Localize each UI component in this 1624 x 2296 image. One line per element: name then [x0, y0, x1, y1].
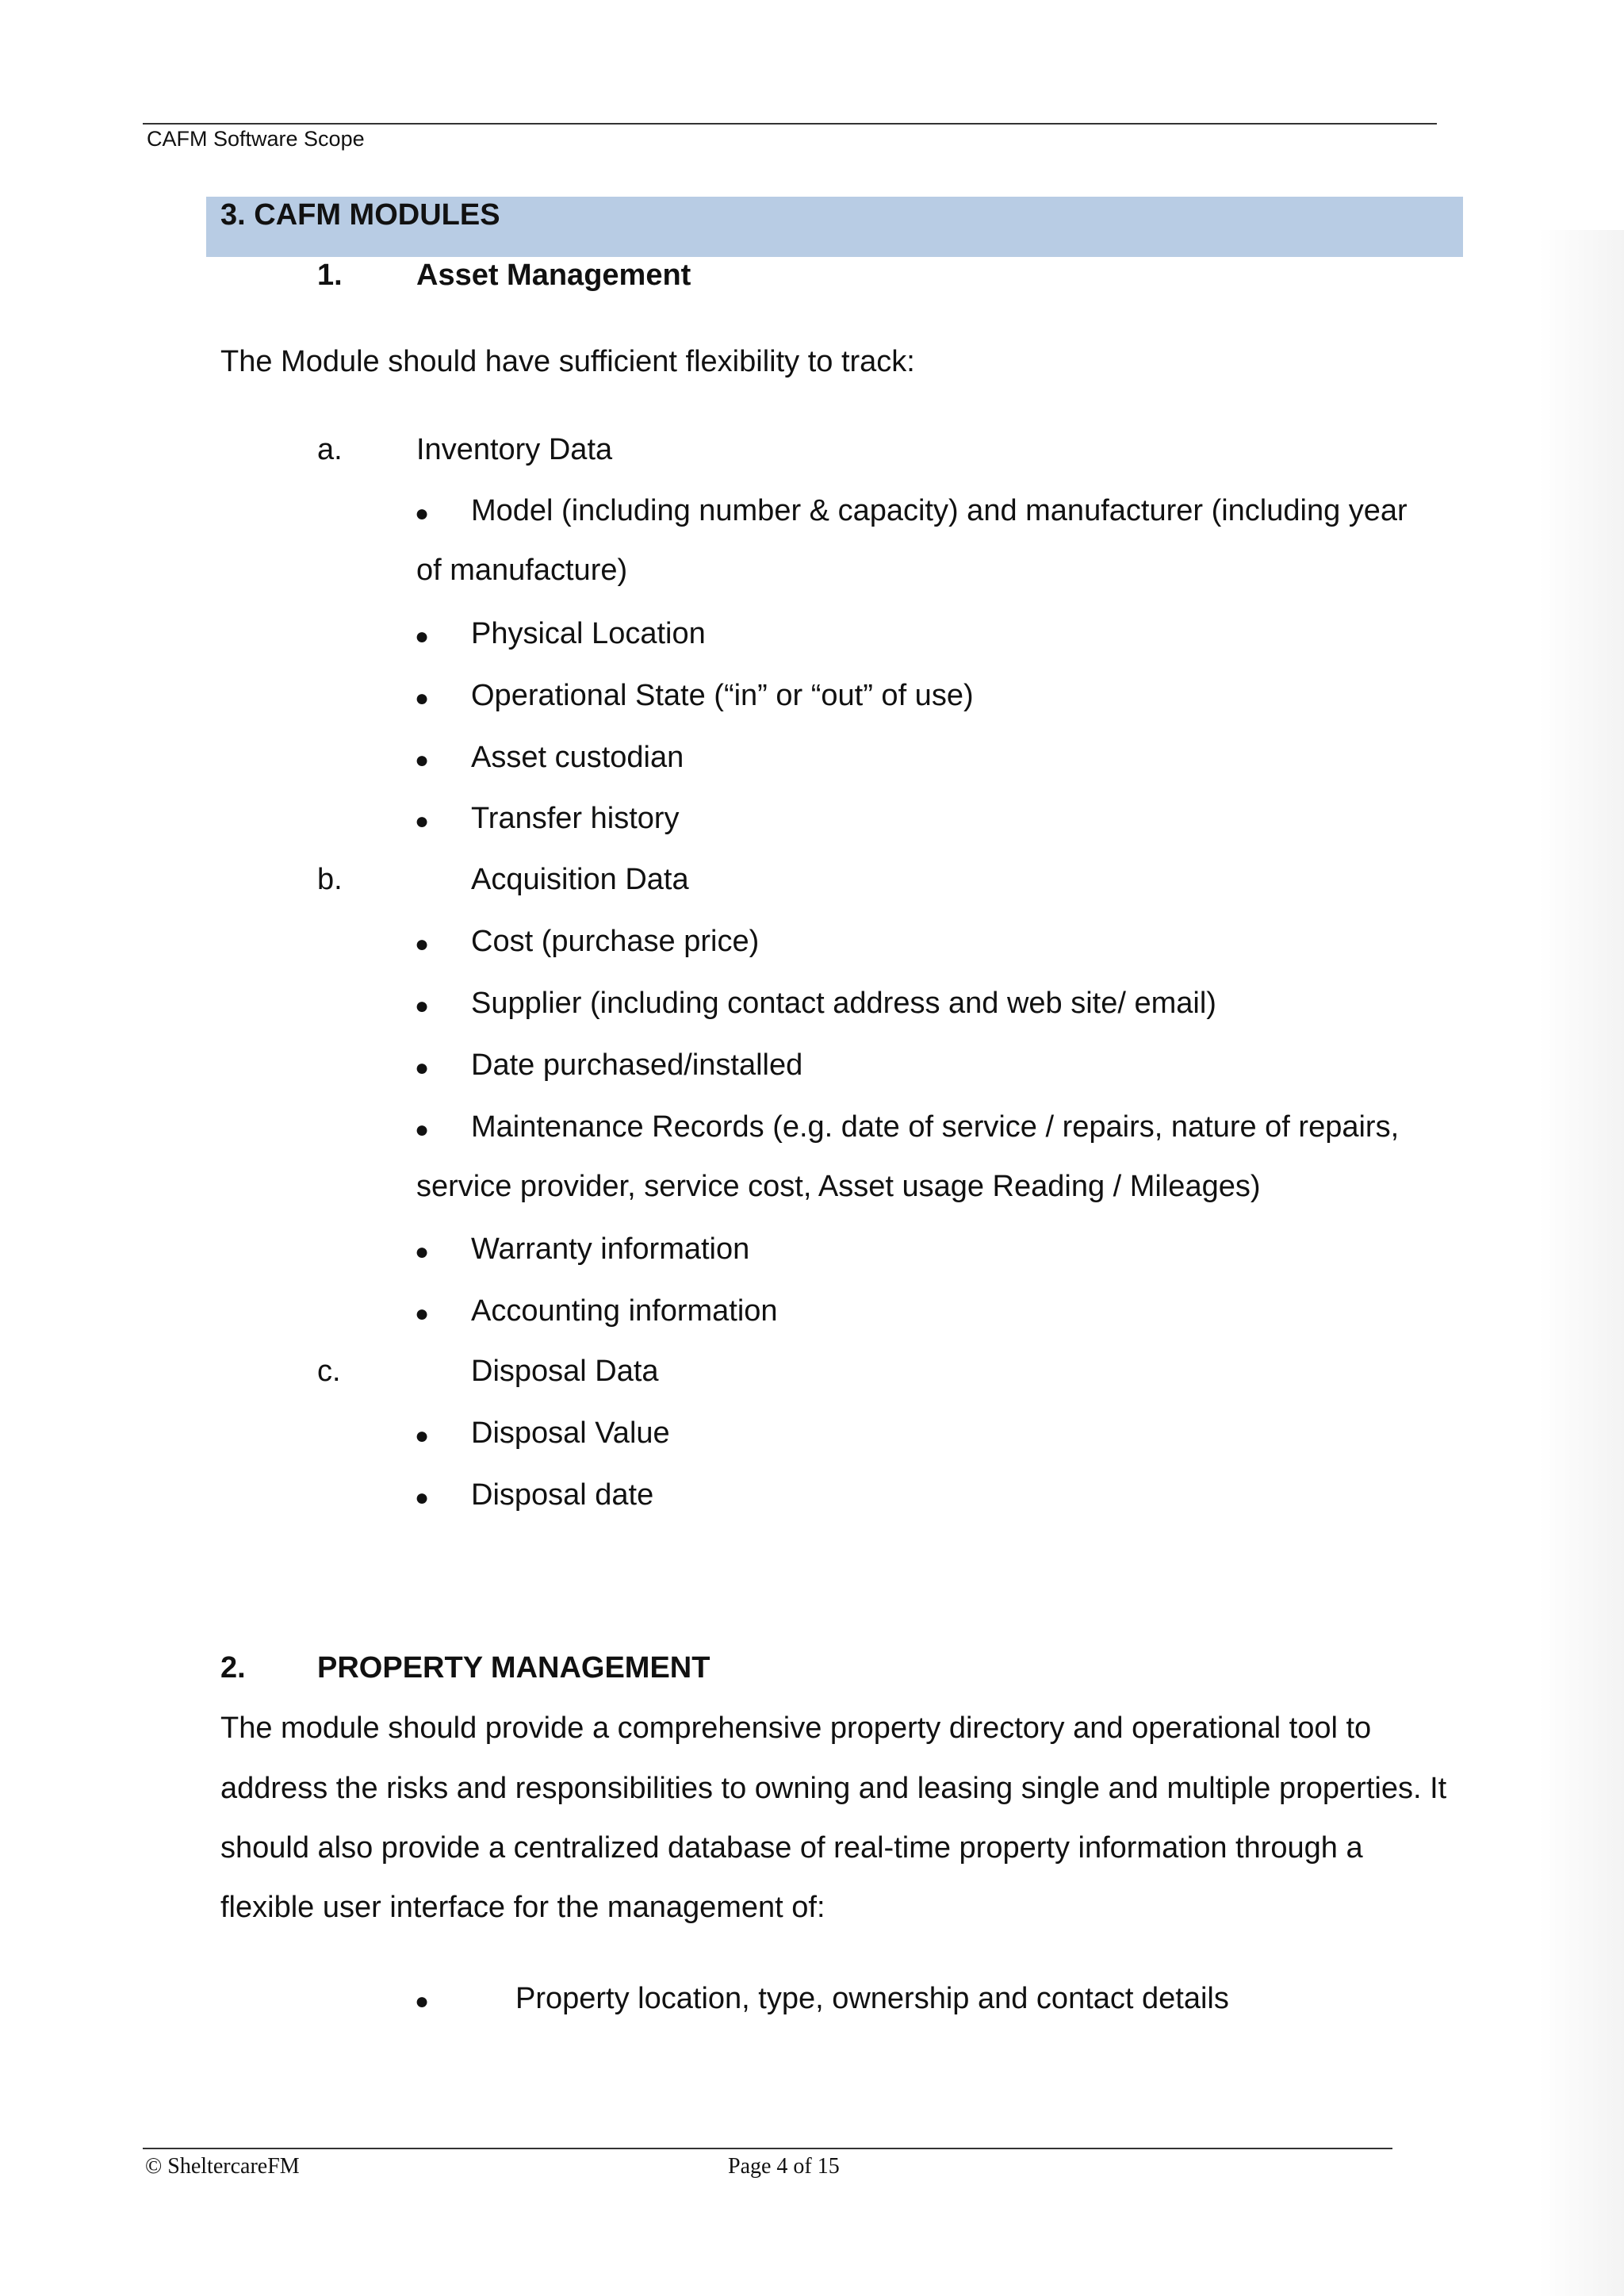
acquisition-item: Accounting information: [471, 1294, 778, 1328]
module-1-title: Asset Management: [416, 259, 691, 292]
acquisition-item: Supplier (including contact address and web site/ email): [471, 987, 1216, 1020]
group-b-letter: b.: [317, 863, 343, 896]
group-a-title: Inventory Data: [416, 433, 613, 466]
property-item: Property location, type, ownership and contact details: [515, 1982, 1229, 2015]
acquisition-item: Warranty information: [471, 1232, 750, 1266]
footer-rule: [143, 2148, 1392, 2149]
bullet-icon: ●: [415, 931, 430, 957]
footer-copyright: © SheltercareFM: [145, 2154, 300, 2179]
bullet-icon: ●: [415, 1055, 430, 1081]
bullet-icon: ●: [415, 1988, 430, 2014]
group-b-title: Acquisition Data: [471, 863, 689, 896]
bullet-icon: ●: [415, 1239, 430, 1265]
group-c-letter: c.: [317, 1355, 341, 1388]
disposal-item: Disposal date: [471, 1478, 654, 1512]
module-2-title: PROPERTY MANAGEMENT: [317, 1651, 710, 1685]
bullet-icon: ●: [415, 1117, 430, 1143]
bullet-icon: ●: [415, 747, 430, 773]
acquisition-item-continuation: service provider, service cost, Asset usage Reading / Mileages): [416, 1170, 1261, 1203]
module-2-paragraph-line: should also provide a centralized database of real-time property information through a: [220, 1831, 1363, 1865]
disposal-item: Disposal Value: [471, 1416, 670, 1450]
module-1-number: 1.: [317, 259, 343, 292]
module-2-number: 2.: [220, 1651, 246, 1685]
inventory-item: Operational State (“in” or “out” of use): [471, 679, 974, 712]
footer-page-number: Page 4 of 15: [728, 2154, 840, 2179]
bullet-icon: ●: [415, 500, 430, 527]
inventory-item: Physical Location: [471, 617, 706, 650]
page-edge-shade: [1538, 230, 1624, 2296]
acquisition-item: Date purchased/installed: [471, 1048, 803, 1082]
module-1-intro: The Module should have sufficient flexibility to track:: [220, 345, 915, 378]
module-2-paragraph-line: flexible user interface for the management of:: [220, 1891, 825, 1924]
bullet-icon: ●: [415, 808, 430, 834]
header-title: CAFM Software Scope: [147, 127, 365, 151]
bullet-icon: ●: [415, 1301, 430, 1327]
inventory-item: Asset custodian: [471, 741, 684, 774]
inventory-item: Model (including number & capacity) and manufacturer (including year: [471, 494, 1408, 527]
header-rule: [143, 123, 1437, 125]
bullet-icon: ●: [415, 1423, 430, 1449]
section-title: 3. CAFM MODULES: [220, 198, 500, 232]
bullet-icon: ●: [415, 993, 430, 1019]
inventory-item: Transfer history: [471, 802, 680, 835]
acquisition-item: Cost (purchase price): [471, 925, 760, 958]
acquisition-item: Maintenance Records (e.g. date of service / repairs, nature of repairs,: [471, 1110, 1400, 1144]
inventory-item-continuation: of manufacture): [416, 554, 628, 587]
module-2-paragraph-line: The module should provide a comprehensive property directory and operational tool to: [220, 1711, 1372, 1745]
bullet-icon: ●: [415, 623, 430, 650]
module-2-paragraph-line: address the risks and responsibilities to owning and leasing single and multiple properties. It: [220, 1772, 1447, 1805]
bullet-icon: ●: [415, 1485, 430, 1511]
group-a-letter: a.: [317, 433, 343, 466]
bullet-icon: ●: [415, 685, 430, 711]
group-c-title: Disposal Data: [471, 1355, 659, 1388]
